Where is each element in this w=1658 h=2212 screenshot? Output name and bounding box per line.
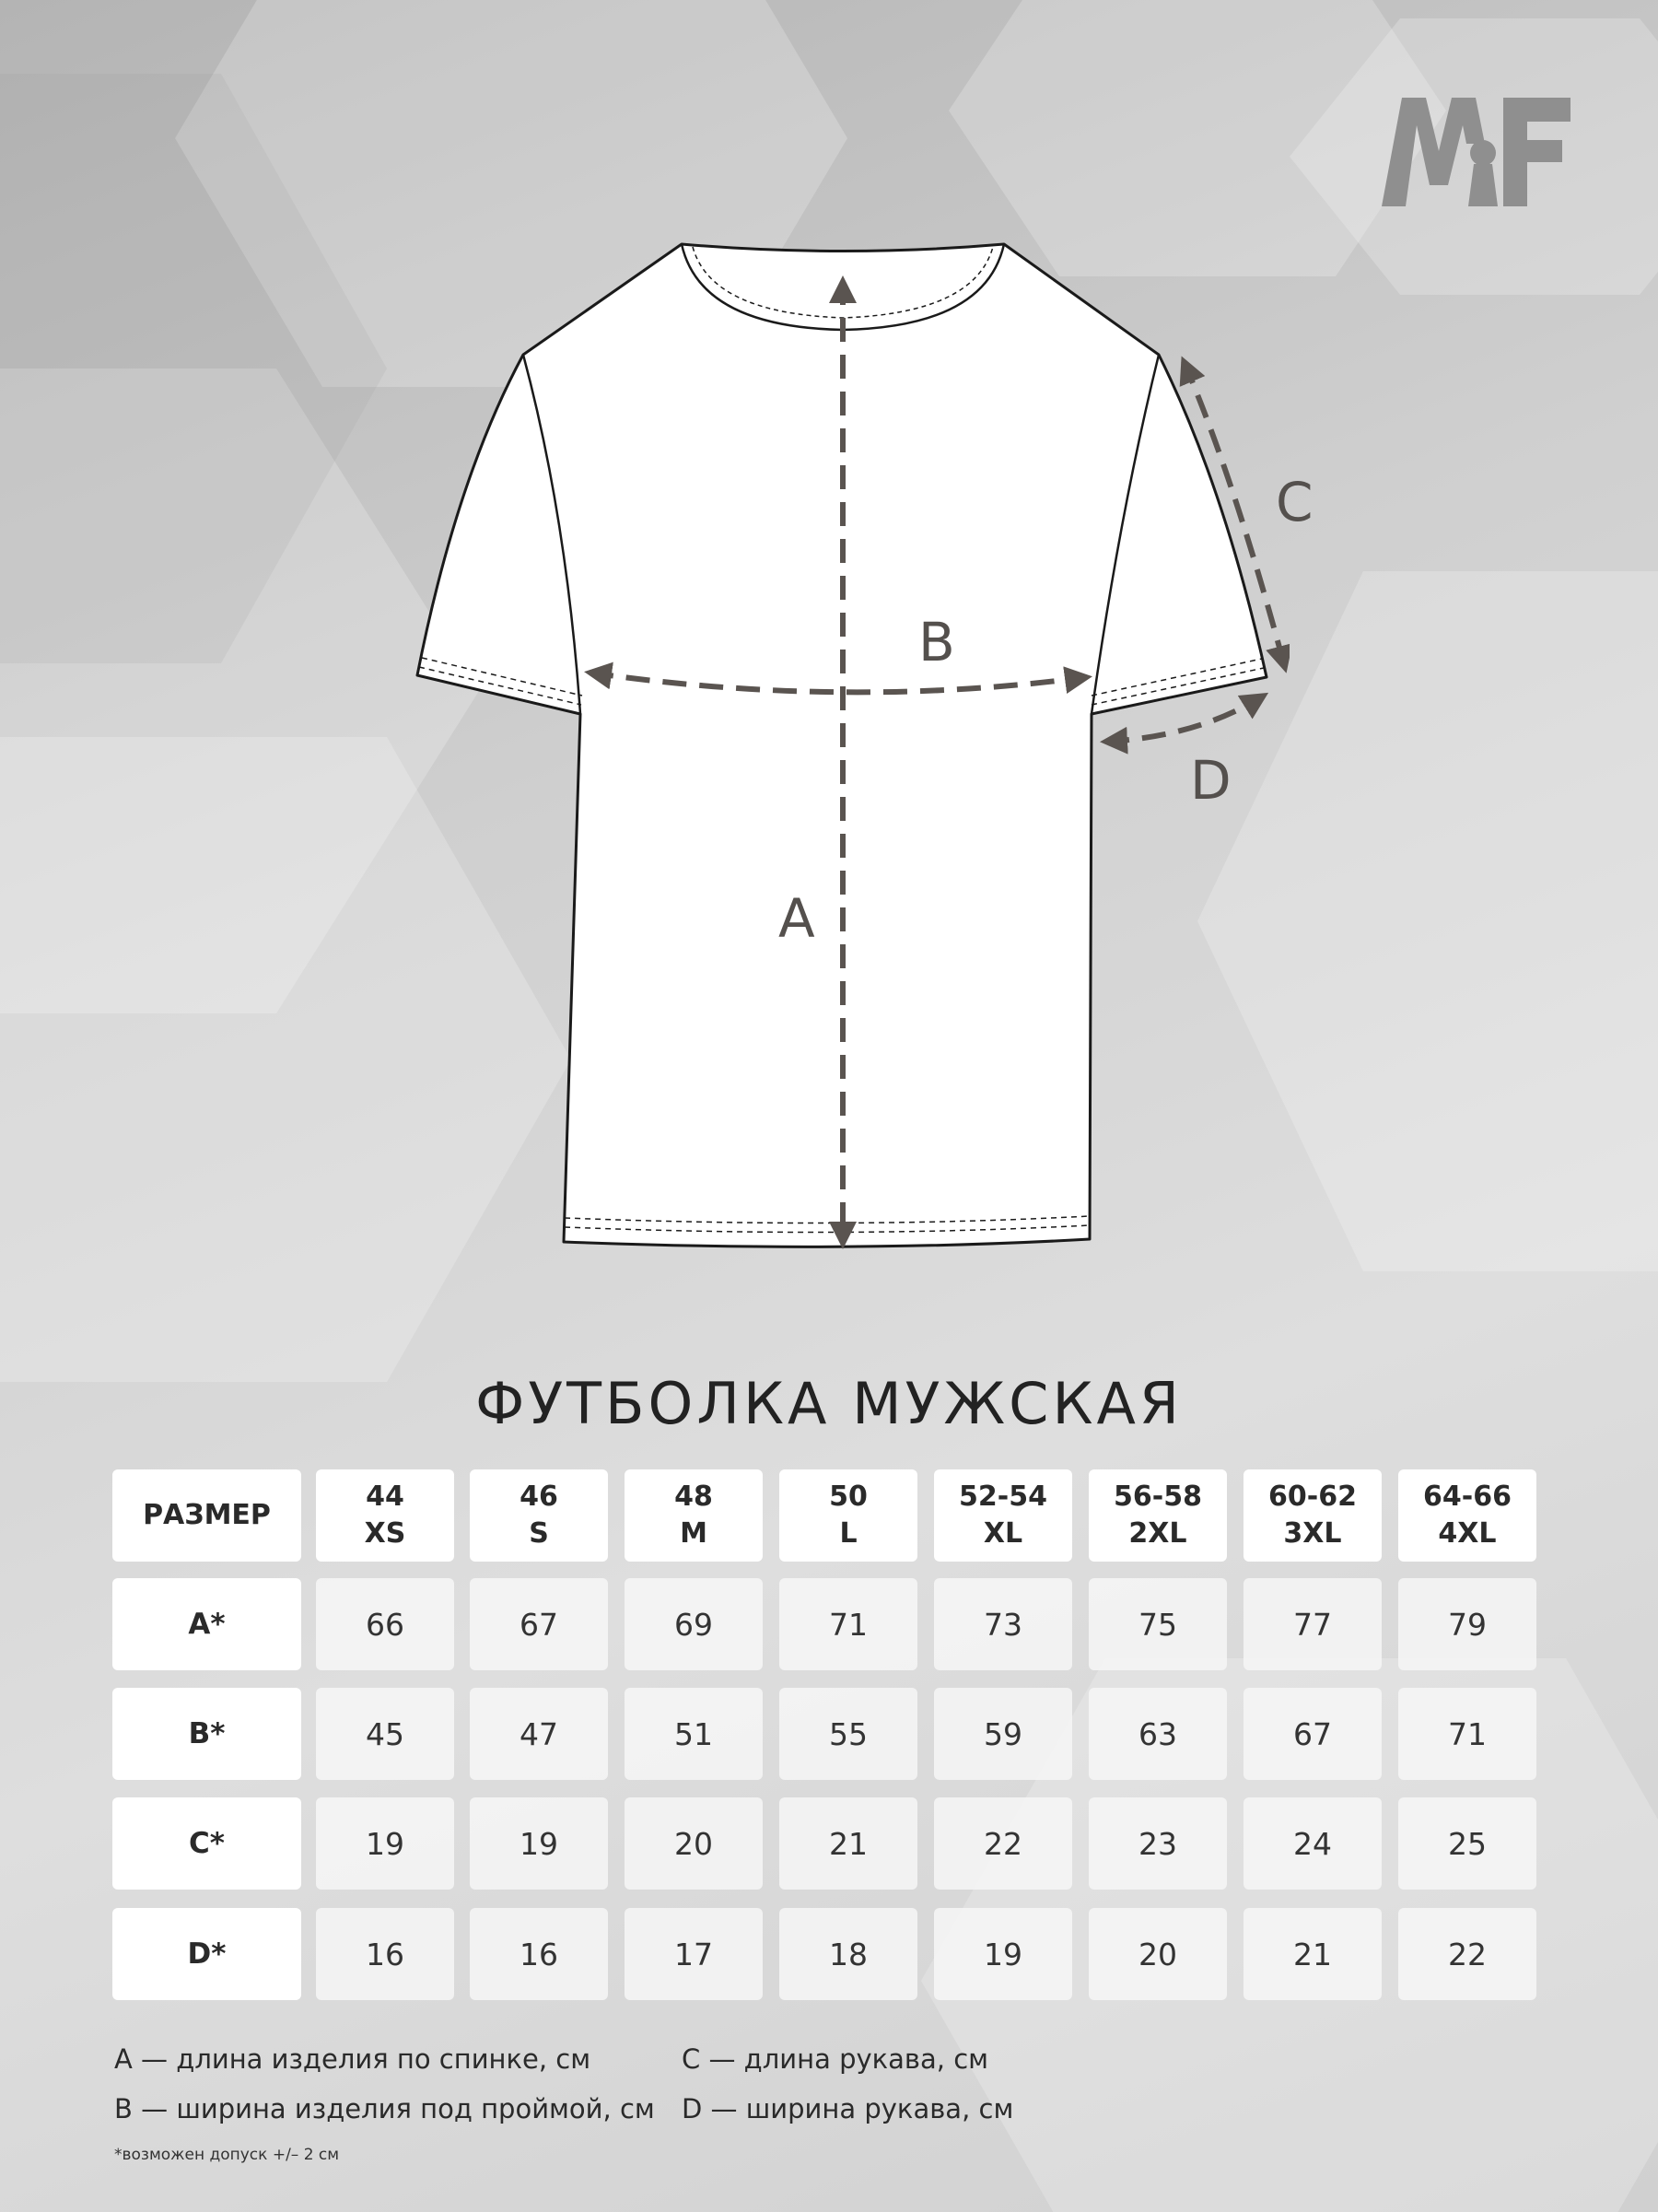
table-cell: 23 <box>1089 1797 1227 1890</box>
legend-b: B — ширина изделия под проймой, см <box>114 2093 655 2124</box>
size-header: 50 L <box>779 1469 917 1562</box>
label-a: A <box>778 887 815 950</box>
table-cell: 71 <box>779 1578 917 1670</box>
table-cell: 51 <box>625 1688 763 1780</box>
page-title: ФУТБОЛКА МУЖСКАЯ <box>475 1370 1183 1437</box>
table-cell: 59 <box>934 1688 1072 1780</box>
table-cell: 16 <box>316 1908 454 2000</box>
table-cell: 73 <box>934 1578 1072 1670</box>
table-cell: 20 <box>1089 1908 1227 2000</box>
table-cell: 79 <box>1398 1578 1536 1670</box>
table-cell: 66 <box>316 1578 454 1670</box>
table-cell: 20 <box>625 1797 763 1890</box>
label-b: B <box>918 611 955 673</box>
table-cell: 55 <box>779 1688 917 1780</box>
table-cell: 22 <box>1398 1908 1536 2000</box>
row-label-d: D* <box>112 1908 301 2000</box>
size-header: 46 S <box>470 1469 608 1562</box>
row-label-b: B* <box>112 1688 301 1780</box>
table-cell: 19 <box>470 1797 608 1890</box>
table-cell: 24 <box>1244 1797 1382 1890</box>
table-cell: 18 <box>779 1908 917 2000</box>
row-label-c: C* <box>112 1797 301 1890</box>
table-cell: 21 <box>1244 1908 1382 2000</box>
size-header: 60-62 3XL <box>1244 1469 1382 1562</box>
table-cell: 17 <box>625 1908 763 2000</box>
table-cell: 77 <box>1244 1578 1382 1670</box>
label-c: C <box>1276 471 1314 533</box>
row-label-a: A* <box>112 1578 301 1670</box>
table-cell: 75 <box>1089 1578 1227 1670</box>
tshirt-diagram <box>405 235 1290 1262</box>
size-header: 52-54 XL <box>934 1469 1072 1562</box>
size-header: 44 XS <box>316 1469 454 1562</box>
table-cell: 21 <box>779 1797 917 1890</box>
legend-c: C — длина рукава, см <box>682 2043 989 2075</box>
table-cell: 19 <box>316 1797 454 1890</box>
table-corner: РАЗМЕР <box>112 1469 301 1562</box>
table-cell: 16 <box>470 1908 608 2000</box>
label-d: D <box>1190 749 1232 812</box>
table-cell: 67 <box>470 1578 608 1670</box>
tolerance-note: *возможен допуск +/– 2 см <box>114 2146 340 2164</box>
legend-a: A — длина изделия по спинке, см <box>114 2043 591 2075</box>
table-cell: 19 <box>934 1908 1072 2000</box>
table-cell: 22 <box>934 1797 1072 1890</box>
legend-d: D — ширина рукава, см <box>682 2093 1014 2124</box>
size-header: 56-58 2XL <box>1089 1469 1227 1562</box>
size-header: 48 M <box>625 1469 763 1562</box>
brand-logo <box>1382 98 1570 208</box>
table-cell: 63 <box>1089 1688 1227 1780</box>
table-cell: 69 <box>625 1578 763 1670</box>
table-cell: 47 <box>470 1688 608 1780</box>
table-cell: 25 <box>1398 1797 1536 1890</box>
size-header: 64-66 4XL <box>1398 1469 1536 1562</box>
table-cell: 45 <box>316 1688 454 1780</box>
table-cell: 67 <box>1244 1688 1382 1780</box>
table-cell: 71 <box>1398 1688 1536 1780</box>
